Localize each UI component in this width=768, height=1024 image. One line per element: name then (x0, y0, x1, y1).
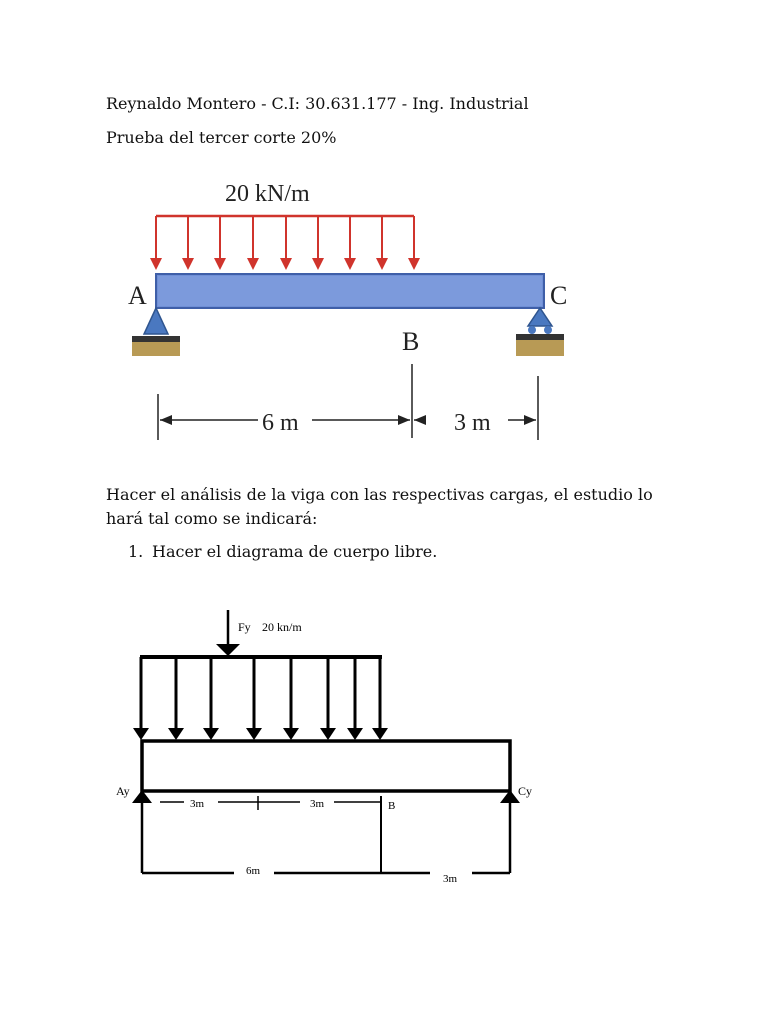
dim-3m-second: 3m (310, 798, 325, 810)
label-b: B (402, 327, 420, 356)
fy-label: Fy (238, 620, 251, 634)
pin-support-a (132, 308, 180, 356)
free-body-diagram (100, 600, 560, 900)
label-c: C (550, 281, 568, 310)
test-subtitle: Prueba del tercer corte 20% (106, 128, 337, 147)
load-label: 20 kN/m (225, 181, 310, 207)
dim-6m: 6 m (262, 410, 299, 436)
list-item (128, 541, 437, 563)
ay-label: Ay (116, 784, 130, 798)
label-a: A (128, 281, 147, 310)
dim-3m-third: 3m (443, 873, 458, 885)
instructions-paragraph: Hacer el análisis de la viga con las respectivas cargas, el estudio lo hará tal como se indicará: (106, 485, 653, 528)
list-item-text: Hacer el diagrama de cuerpo libre. (152, 542, 438, 561)
cy-label: Cy (518, 784, 533, 798)
dim-3m: 3 m (454, 410, 491, 436)
distributed-load (133, 657, 388, 740)
beam-figure-textbook (120, 168, 580, 448)
dim-6m: 6m (246, 865, 261, 877)
list-item-number: 1. (128, 542, 144, 561)
load-label: 20 kn/m (262, 620, 302, 634)
roller-support-c (516, 308, 564, 356)
author-line: Reynaldo Montero - C.I: 30.631.177 - Ing. Industrial (106, 94, 529, 113)
dim-3m-first: 3m (190, 798, 205, 810)
beam (142, 741, 510, 791)
label-b: B (388, 800, 396, 812)
distributed-load (150, 216, 420, 270)
